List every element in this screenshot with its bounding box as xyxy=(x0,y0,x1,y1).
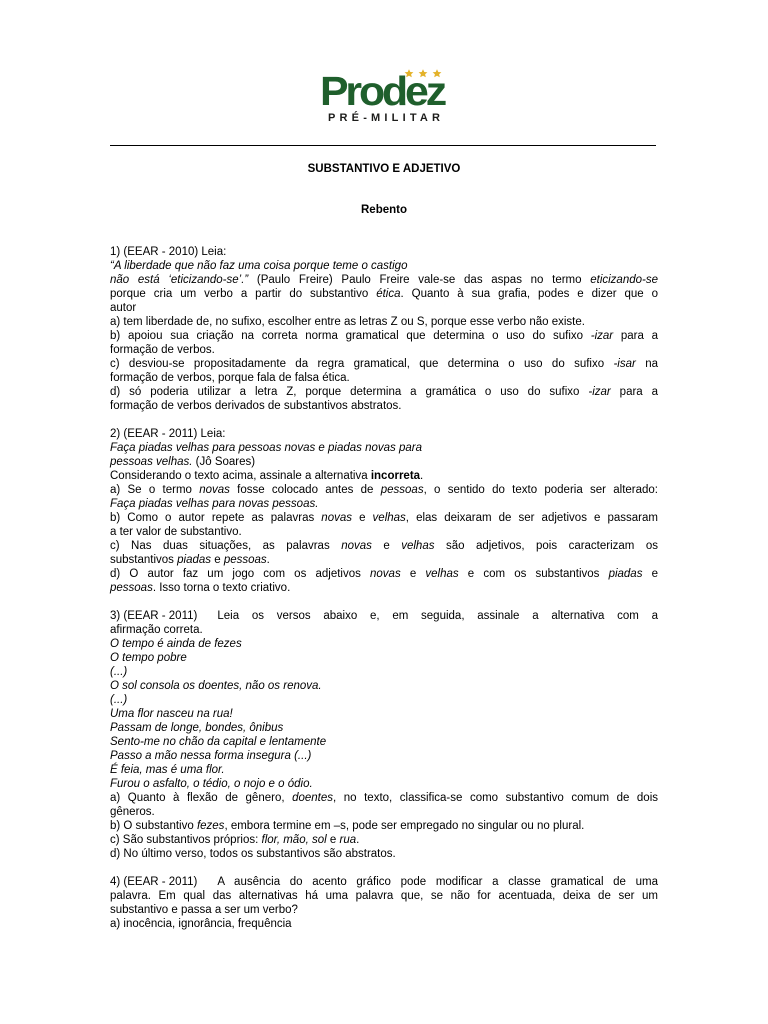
document-title: SUBSTANTIVO E ADJETIVO xyxy=(307,163,461,175)
poem-verse: Sento-me no chão da capital e lentamente xyxy=(110,736,327,748)
header-divider xyxy=(110,145,656,146)
logo-wordmark: Prodez xyxy=(320,68,447,114)
question-3: 3) (EEAR - 2011) Leia os versos abaixo e, em seguida, assinale a alternativa com a afirmação correta. O tempo é ainda de fezes O tempo pobre (...) O sol consola os doentes, não os renova. (...) Uma flor nasceu na rua! Passam de longe, bondes, ônibus Sento-me no chão da capital e lentamente Passo a mão nessa forma insegura (...) É feia, mas é uma flor. Furou o asfalto, o tédio, o nojo e o ódio. a) Quanto à flexão de gênero, doentes, no texto, classifica-se como substantivo comum de dois gêneros. b) O substantivo fezes, embora termine em –s, pode ser empregado no singular ou no plural. c) São substantivos próprios: flor, mão, sol e rua. d) No último verso, todos os substantivos são abstratos. xyxy=(110,610,659,860)
q2-statement: Considerando o texto acima, assinale a alternativa incorreta. xyxy=(110,470,424,482)
poem-verse: É feia, mas é uma flor. xyxy=(110,764,225,776)
poem-verse: O sol consola os doentes, não os renova. xyxy=(110,680,322,692)
question-4: 4) (EEAR - 2011) A ausência do acento gráfico pode modificar a classe gramatical de uma palavra. Em qual das alternativas há uma palavra que, se não for acentuada, deixa de ser um substantivo e passa a ser um verbo? a) inocência, ignorância, frequência xyxy=(110,876,658,930)
q2-quote-author: (Jô Soares) xyxy=(192,456,256,468)
q2-option-d: d) O autor faz um jogo com os adjetivos novas e velhas e com os substantivos piadas e xyxy=(110,568,658,580)
q3-option-c: c) São substantivos próprios: flor, mão, sol e rua. xyxy=(110,834,360,846)
poem-verse: (...) xyxy=(110,694,128,706)
q1-statement: porque cria um verbo a partir do substantivo xyxy=(110,288,377,300)
prodez-logo xyxy=(318,66,450,124)
document-body xyxy=(110,245,658,945)
question-2-header: 2) (EEAR - 2011) Leia: xyxy=(110,428,226,440)
document-subtitle: Rebento xyxy=(361,204,407,216)
q2-option-a: a) Se o termo novas fosse colocado antes de pessoas, o sentido do texto poderia ser alterado: xyxy=(110,484,659,496)
q1-option-d: d) só poderia utilizar a letra Z, porque determina a gramática o uso do sufixo -izar para a xyxy=(110,386,659,398)
poem-verse: (...) xyxy=(110,666,128,678)
q3-option-d: d) No último verso, todos os substantivos são abstratos. xyxy=(110,848,396,860)
question-4-header: 4) (EEAR - 2011) A ausência do acento gráfico pode modificar a classe gramatical de uma xyxy=(110,876,658,888)
question-3-header: 3) (EEAR - 2011) Leia os versos abaixo e, em seguida, assinale a alternativa com a xyxy=(110,610,658,622)
q4-option-a: a) inocência, ignorância, frequência xyxy=(110,918,292,930)
poem-verse: O tempo pobre xyxy=(110,652,187,664)
poem-verse: Uma flor nasceu na rua! xyxy=(110,708,233,720)
q1-quote-line-1: “A liberdade que não faz uma coisa porque teme o castigo xyxy=(110,260,408,272)
question-1: 1) (EEAR - 2010) Leia: “A liberdade que não faz uma coisa porque teme o castigo não está ‘eticizando-se’.” (Paulo Freire) Paulo Freire vale-se das aspas no termo eticizando-se porque cria um verbo a partir do substantivo ética. Quanto à sua grafia, podes e dizer que o autor a) tem liberdade de, no sufixo, escolher entre as letras Z ou S, porque esse verbo não existe. b) apoiou sua criação na correta norma gramatical que determina o uso do sufixo -izar para a formação de verbos. c) desviou-se propositadamente da regra gramatical, que determina o uso do sufixo -isar na formação de verbos, porque fala de falsa ética. d) só poderia utilizar a letra Z, porque determina a gramática o uso do sufixo -izar para a formação de verbos derivados de substantivos abstratos. xyxy=(110,246,659,412)
question-1-header: 1) (EEAR - 2010) Leia: xyxy=(110,246,227,258)
q1-quote-attribution: (Paulo Freire) Paulo Freire vale-se das aspas no termo xyxy=(248,274,591,286)
question-2: 2) (EEAR - 2011) Leia: Faça piadas velhas para pessoas novas e piadas novas para pessoas velhas. (Jô Soares) Considerando o texto acima, assinale a alternativa incorreta. a) Se o termo novas fosse colocado antes de pessoas, o sentido do texto poderia ser alterado: Faça piadas velhas para novas pessoas. b) Como o autor repete as palavras novas e velhas, elas deixaram de ser adjetivos e passaram a ter valor de substantivo. c) Nas duas situações, as palavras novas e velhas são adjetivos, pois caracterizam os substantivos piadas e pessoas. d) O autor faz um jogo com os adjetivos novas e velhas e com os substantivos piadas e pessoas. Isso torna o texto criativo. xyxy=(110,428,659,594)
q1-term: eticizando-se xyxy=(590,274,658,286)
poem-verse: Passam de longe, bondes, ônibus xyxy=(110,722,284,734)
q3-option-b: b) O substantivo fezes, embora termine em –s, pode ser empregado no singular ou no plural. xyxy=(110,820,585,832)
q2-option-c: c) Nas duas situações, as palavras novas e velhas são adjetivos, pois caracterizam os xyxy=(110,540,659,552)
q3-option-a: a) Quanto à flexão de gênero, doentes, no texto, classifica-se como substantivo comum de dois xyxy=(110,792,659,804)
q1-quote-line-2: não está ‘eticizando-se’.” xyxy=(110,274,249,286)
q2-option-b: b) Como o autor repete as palavras novas e velhas, elas deixaram de ser adjetivos e passaram xyxy=(110,512,658,524)
poem-verse: O tempo é ainda de fezes xyxy=(110,638,242,650)
q2-quote-line-1: Faça piadas velhas para pessoas novas e piadas novas para xyxy=(110,442,422,454)
poem-verse: Furou o asfalto, o tédio, o nojo e o ódio. xyxy=(110,778,313,790)
q1-statement-end: autor xyxy=(110,302,137,314)
q1-option-a: a) tem liberdade de, no sufixo, escolher entre as letras Z ou S, porque esse verbo não existe. xyxy=(110,316,585,328)
q1-option-b: b) apoiou sua criação na correta norma gramatical que determina o uso do sufixo -izar para a xyxy=(110,330,658,342)
q1-option-c: c) desviou-se propositadamente da regra gramatical, que determina o uso do sufixo -isar na xyxy=(110,358,658,370)
logo-tagline: PRÉ-MILITAR xyxy=(328,112,440,124)
poem-verse: Passo a mão nessa forma insegura (...) xyxy=(110,750,312,762)
q2-quote-line-2: pessoas velhas. xyxy=(110,456,193,468)
